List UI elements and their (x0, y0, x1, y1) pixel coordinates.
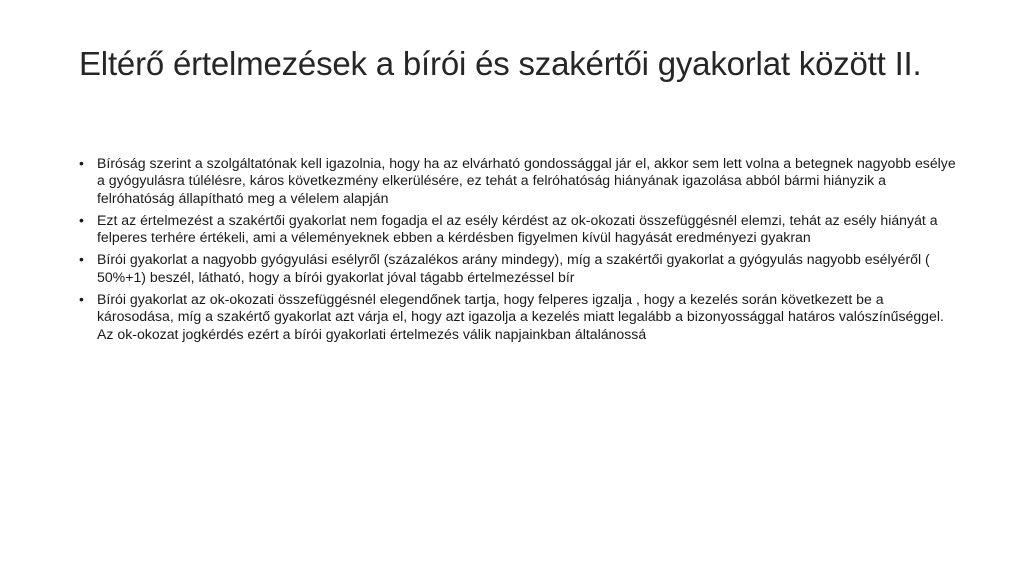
bullet-icon: • (79, 211, 84, 228)
bullet-item (79, 251, 959, 286)
bullet-icon: • (79, 251, 84, 268)
bullet-text: Ezt az értelmezést a szakértői gyakorlat nem fogadja el az esély kérdést az ok-okozati összefüggésnél elemzi, tehát az esély hiányát a felperes terhére értékeli, ami a véleményeknek ebben a kérdésben figyelmen kívül hagyását eredményezi gyakran (97, 211, 938, 246)
bullet-item (79, 291, 959, 343)
bullet-text: Bírói gyakorlat az ok-okozati összefüggésnél elegendőnek tartja, hogy felperes igzalja , hogy a kezelés során következett be a károsodása, míg a szakértő gyakorlat azt várja el, hogy azt igazolja a kezelés miatt legalább a bizonyossággal határos valószínűséggel. Az ok-okozat jogkérdés ezért a bírói gyakorlati értelmezés válik napjainkban általánossá (97, 291, 944, 342)
bullet-icon: • (79, 291, 84, 308)
bullet-list (79, 155, 959, 348)
slide-title: Eltérő értelmezések a bírói és szakértői gyakorlat között II. (79, 45, 922, 82)
bullet-item (79, 155, 959, 207)
bullet-text: Bírói gyakorlat a nagyobb gyógyulási esélyről (százalékos arány mindegy), míg a szakértői gyakorlat a gyógyulás nagyobb esélyéről ( 50%+1) beszél, látható, hogy a bírói gyakorlat jóval tágabb értelmezéssel bír (97, 251, 930, 285)
bullet-icon: • (79, 155, 84, 171)
bullet-text: Bíróság szerint a szolgáltatónak kell igazolnia, hogy ha az elvárható gondossággal jár el, akkor sem lett volna a betegnek nagyobb esélye a gyógyulásra túlélésre, káros következmény elkerülésére, ez tehát a felróhatóság hiányának igazolása abból bármi hiányzik a felróhatóság állapítható meg a vélelem alapján (97, 155, 956, 206)
bullet-item (79, 212, 959, 247)
